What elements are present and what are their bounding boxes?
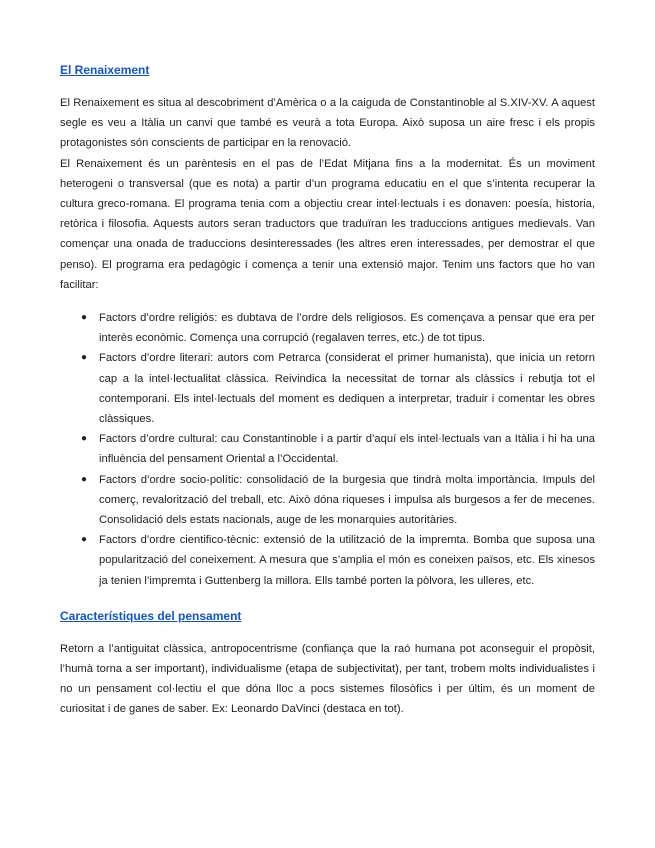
program-paragraph: El Renaixement és un parèntesis en el pas de l’Edat Mitjana fins a la modernitat. És un moviment heterogeni o transversal (que es nota) a partir d’un programa educatiu en el que s’intenta recuperar la cultura greco-romana. El programa tenia com a objectiu crear intel·lectuals i es donaven: poesía, historia, retòrica i filosofia. Aquests autors seran traductors que traduïran les traduccions antigues medievals. Van començar una onada de traduccions desinteressades (les altres eren interessades, per demostrar el que penso). El programa era pedagògic i comença a tenir una extensió major. Tenim uns factors que ho van facilitar:: [60, 157, 595, 291]
factor-text-religious: Factors d’ordre religiós: es dubtava de l’ordre dels religiosos. Es començava a pensar que era per interès econòmic. Comença una corrupció (regalaven terres, etc.) de tot tipus.: [99, 312, 595, 345]
section-title-renaixement: El Renaixement: [60, 63, 150, 77]
section-title-pensament: Característiques del pensament: [60, 608, 242, 623]
thought-paragraph: Retorn a l’antiguitat clàssica, antropocentrisme (confiança que la raó humana pot aconseguir el propòsit, l’humà torna a ser important), individualisme (etapa de subjectivitat), per tant, trobem molts individualistes i no un pensament col·lectiu el que dóna lloc a pocs sistemes filosòfics i per últim, és un moment de curiositat i de ganes de saber. Ex: Leonardo DaVinci (destaca en tot).: [60, 642, 595, 716]
bullet-icon: ●: [81, 534, 88, 546]
factor-text-scientific: Factors d’ordre cientifico-tècnic: extensió de la utilització de la impremta. Bomba que suposa una popularització del coneixement. A mesura que s’amplia el món es coneixen països, etc. Els xinesos ja tenien l’impremta i Guttenberg la millora. Ells també porten la pòlvora, les ulleres, etc.: [99, 534, 595, 587]
factor-text-literary: Factors d’ordre literari: autors com Petrarca (considerat el primer humanista), que inicia un retorn cap a la intel·lectualitat clàssica. Reivindica la necessitat de tornar als clàssics i rebutja tot el contemporani. Els intel·lectuals del moment es dediquen a interpretar, traduir i comentar les obres clàssiques.: [99, 352, 595, 426]
factor-text-cultural: Factors d’ordre cultural: cau Constantinoble i a partir d’aquí els intel·lectuals van a Itàlia i hi ha una influència del pensament Oriental a l’Occidental.: [99, 433, 595, 466]
list-item: [60, 308, 595, 348]
intro-paragraph: El Renaixement es situa al descobriment d’Amèrica o a la caiguda de Constantinoble al S.XIV-XV. A aquest segle es veu a Itàlia un canvi que també es veurà a tota Europa. Això suposa un aire fresc i els propis protagonistes són conscients de participar en la renovació.: [60, 97, 595, 150]
bullet-icon: ●: [81, 312, 88, 324]
list-item: [60, 470, 595, 531]
list-item: [60, 348, 595, 429]
document-page: [60, 60, 595, 720]
list-item: [60, 429, 595, 469]
factors-list: [60, 308, 595, 591]
bullet-icon: ●: [81, 352, 88, 364]
bullet-icon: ●: [81, 473, 88, 485]
list-item: [60, 530, 595, 591]
factor-text-sociopolitical: Factors d’ordre socio-polític: consolidació de la burgesia que tindrà molta importància. Impuls del comerç, revalorització del treball, etc. Això dóna riqueses i impulsa als burgesos a fer de mecenes. Consolidació dels estats nacionals, auge de les monarquies autoritàries.: [99, 473, 595, 527]
bullet-icon: ●: [81, 433, 88, 445]
